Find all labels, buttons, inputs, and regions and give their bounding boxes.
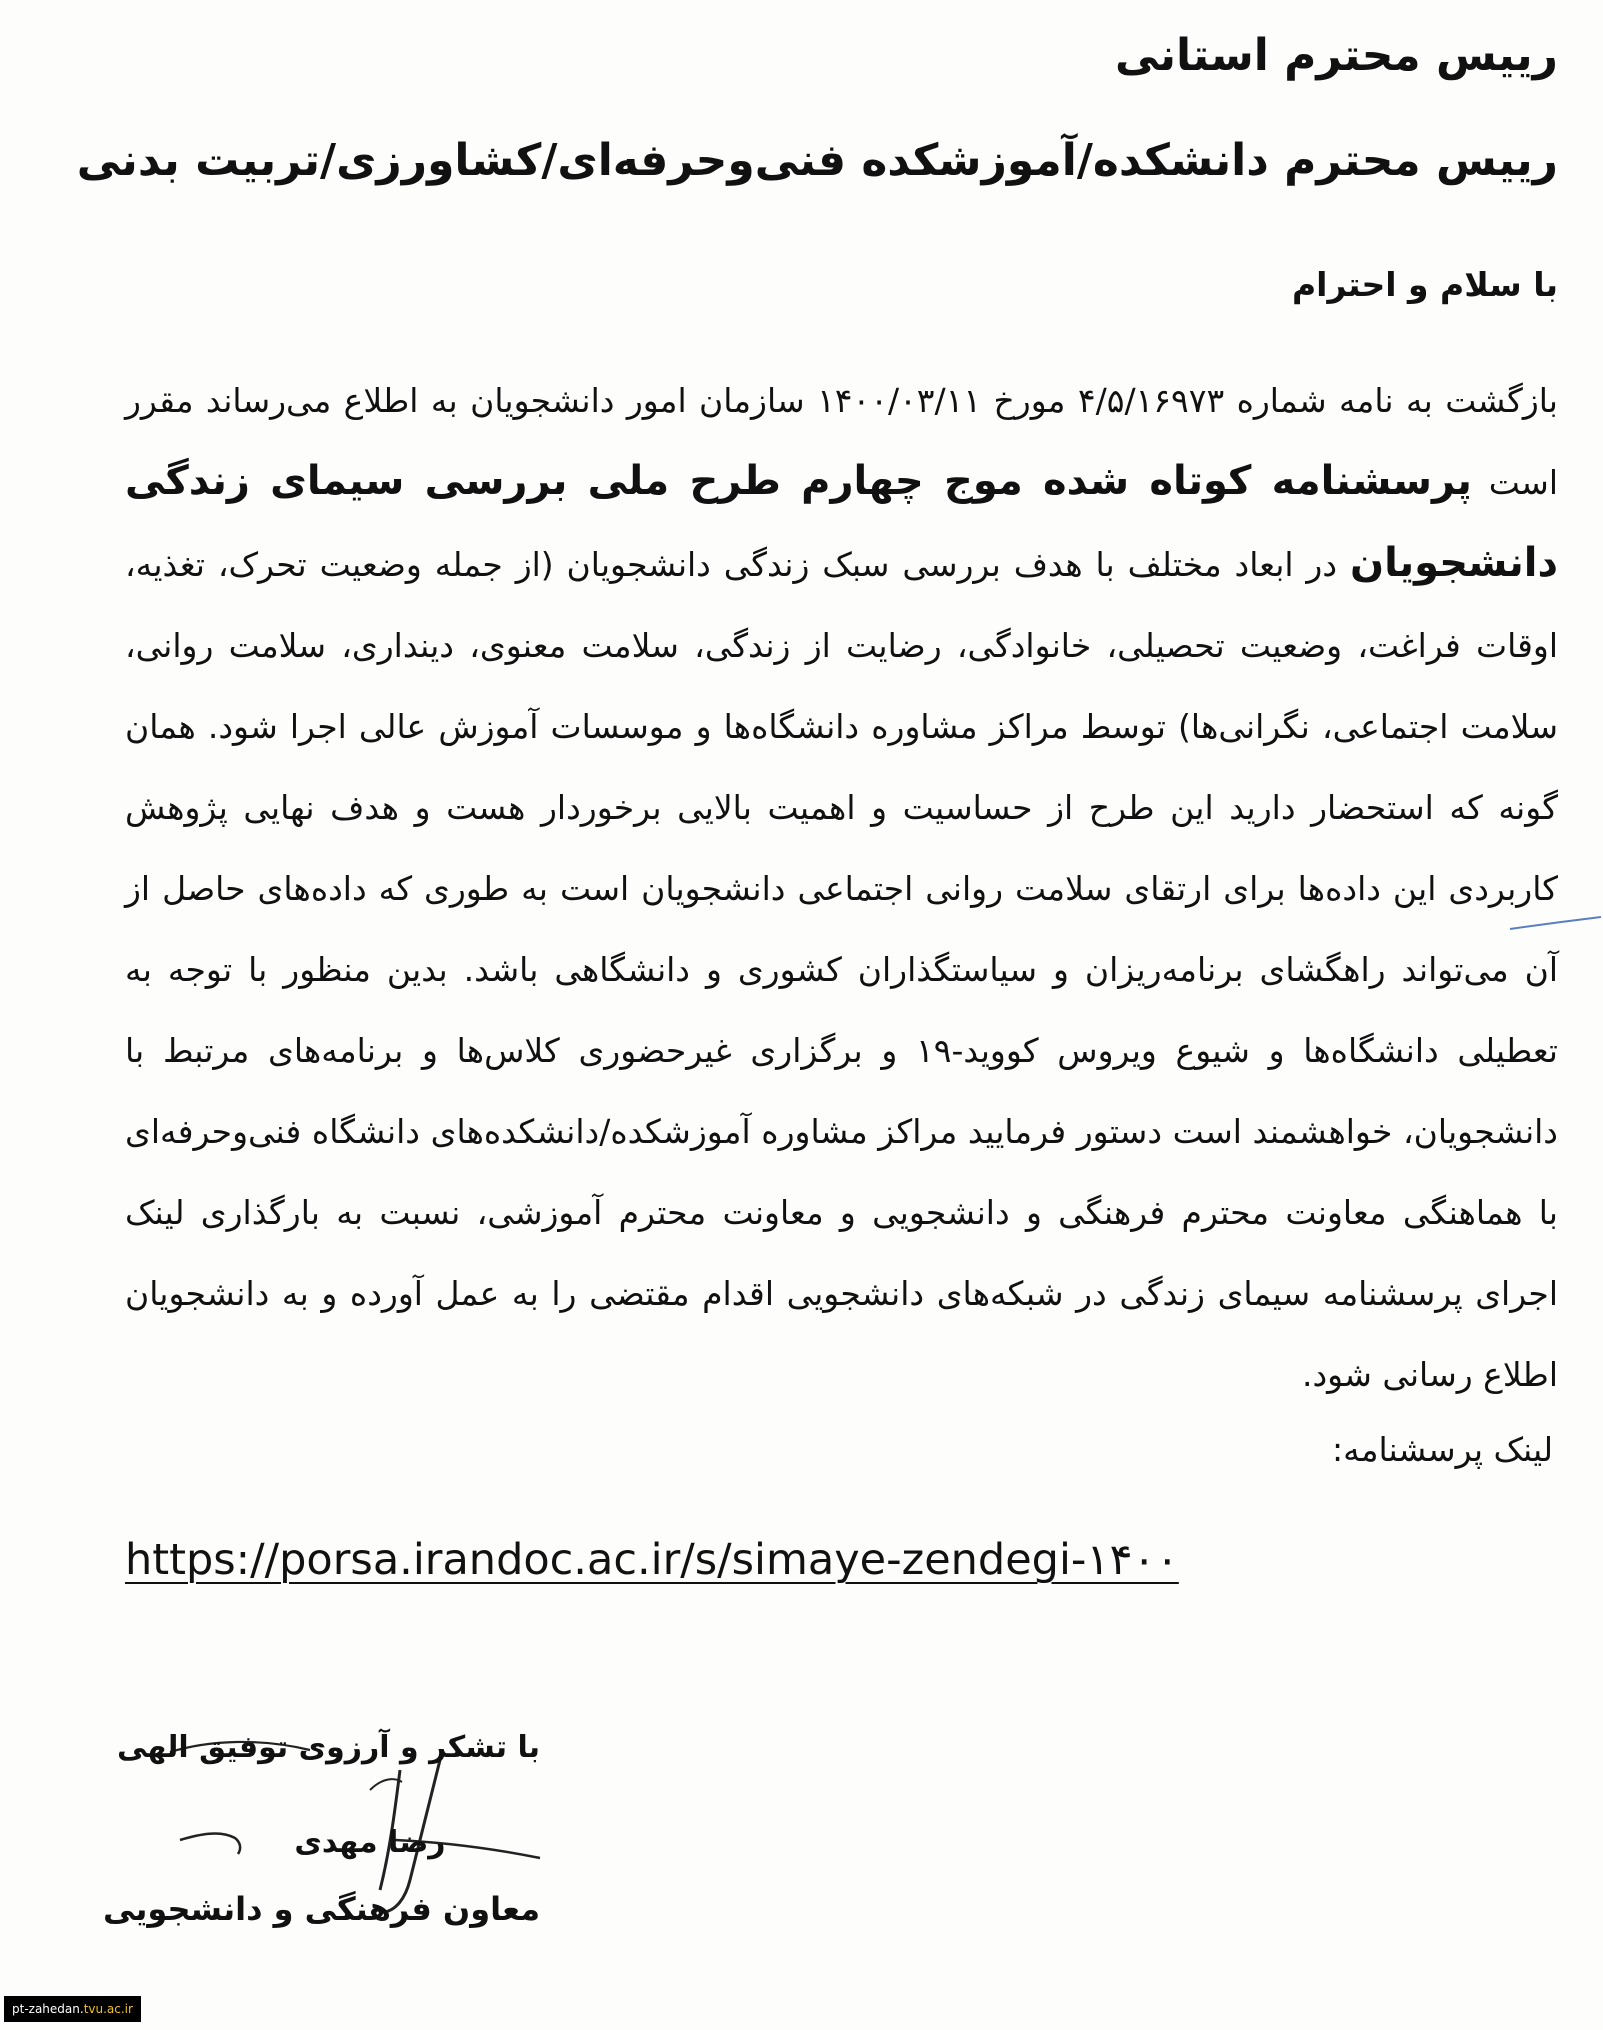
recipient-line-1: رییس محترم استانی (1114, 30, 1558, 81)
body-emphasis: پرسشنامه کوتاه شده موج چهارم طرح ملی بررسی سیمای زندگی دانشجویان (125, 458, 1558, 586)
greeting: با سلام و احترام (1291, 265, 1558, 304)
footer-highlight: tvu.ac.ir (83, 2002, 133, 2016)
signer-title: معاون فرهنگی و دانشجویی (103, 1890, 540, 1928)
body-text-part-1: بازگشت به نامه شماره ۴/۵/۱۶۹۷۳ مورخ ۱۴۰۰/۰۳/۱۱ سازمان امور دانشجویان به اطلاع می‌رساند مقرر است (125, 381, 1558, 502)
closing-phrase: با تشکر و آرزوی توفیق الهی (117, 1730, 540, 1765)
questionnaire-link[interactable]: https://porsa.irandoc.ac.ir/s/simaye-zendegi-۱۴۰۰ (125, 1535, 1179, 1585)
link-label: لینک پرسشنامه: (1332, 1430, 1553, 1469)
recipient-line-2: رییس محترم دانشکده/آموزشکده فنی‌وحرفه‌ای/کشاورزی/تربیت بدنی (76, 135, 1558, 186)
footer-prefix: pt-zahedan. (12, 2002, 84, 2016)
signature-block (103, 1730, 560, 1960)
letter-body (125, 360, 1558, 1415)
body-text-part-2: در ابعاد مختلف با هدف بررسی سبک زندگی دانشجویان (از جمله وضعیت تحرک، تغذیه، اوقات فراغت، وضعیت تحصیلی، خانوادگی، رضایت از زندگی، سلامت معنوی، دینداری، سلامت روانی، سلامت اجتماعی، نگرانی‌ها) توسط مراکز مشاوره دانشگاه‌ها و موسسات آموزش عالی اجرا شود. همان گونه که استحضار دارید این طرح از حساسیت و اهمیت بالایی برخوردار هست و هدف نهایی پژوهش کاربردی این داده‌ها برای ارتقای سلامت روانی اجتماعی دانشجویان است به طوری که داده‌های حاصل از آن می‌تواند راهگشای برنامه‌ریزان و سیاستگذاران کشوری و دانشگاهی باشد. بدین منظور با توجه به تعطیلی دانشگاه‌ها و شیوع ویروس کووید-۱۹ و برگزاری غیرحضوری کلاس‌ها و برنامه‌های مرتبط با دانشجویان، خواهشمند است دستور فرمایید مراکز مشاوره آموزشکده/دانشکده‌های دانشگاه فنی‌وحرفه‌ای با هماهنگی معاونت محترم فرهنگی و دانشجویی و معاونت محترم آموزشی، نسبت به بارگذاری لینک اجرای پرسشنامه سیمای زندگی در شبکه‌های دانشجویی اقدام مقتضی را به عمل آورده و به دانشجویان اطلاع رسانی شود. (125, 545, 1558, 1394)
pen-mark-icon (1508, 915, 1603, 935)
signer-name: رضا مهدی (294, 1825, 446, 1860)
footer-site-badge (4, 1996, 141, 2022)
